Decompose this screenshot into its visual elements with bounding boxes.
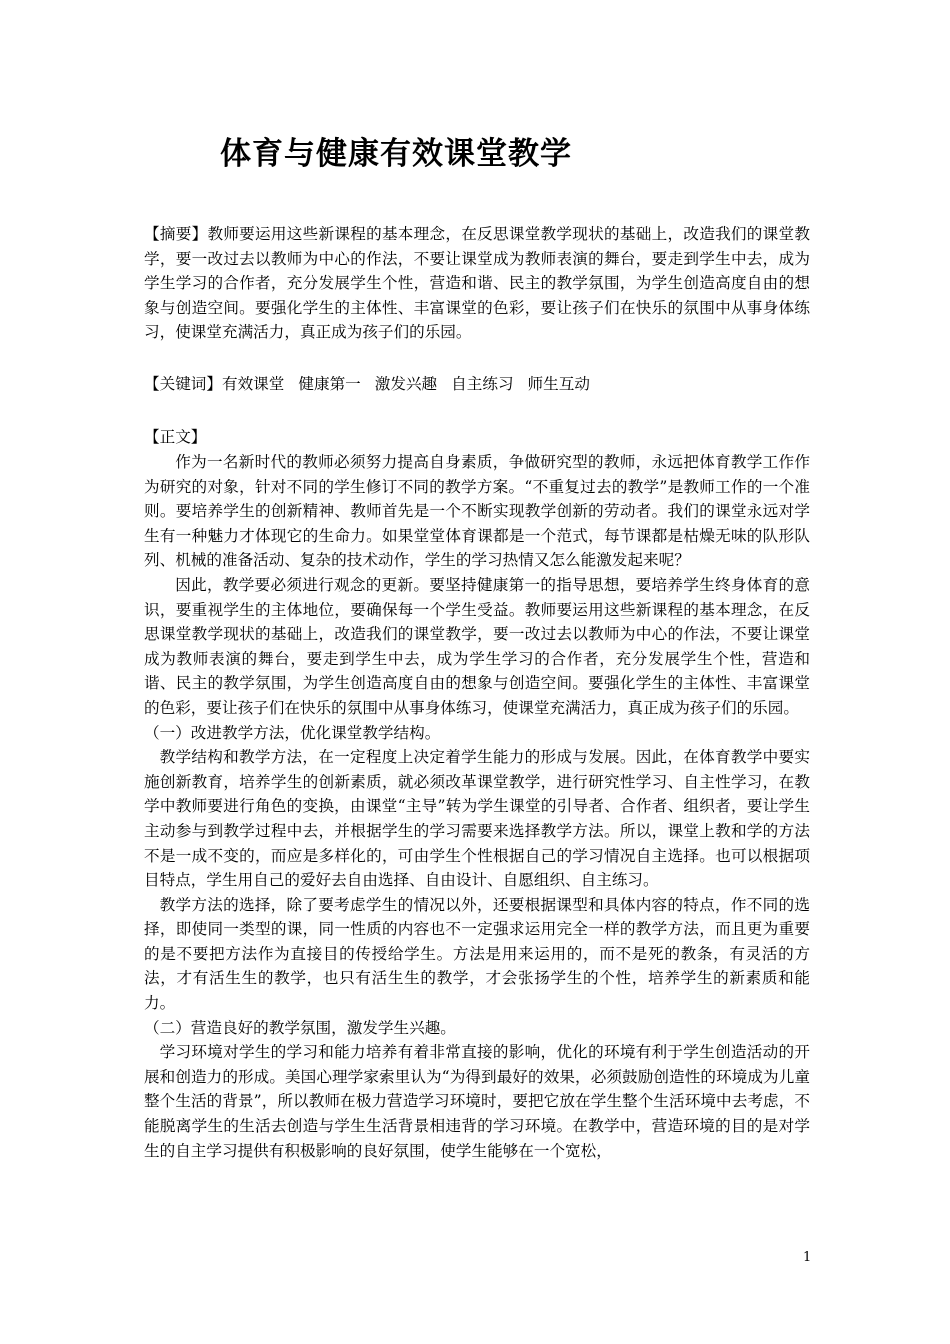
page-number: 1 [803,1250,812,1265]
document-title: 体育与健康有效课堂教学 [220,136,572,172]
keyword-item: 有效课堂 [221,375,285,393]
keywords-label: 【关键词】 [144,375,222,393]
abstract-block [144,222,810,345]
abstract-text: 教师要运用这些新课程的基本理念，在反思课堂教学现状的基础上，改造我们的课堂教学，要一改过去以教师为中心的作法，不要让课堂成为教师表演的舞台，要走到学生中去，成为学生学习的合作者，充分发展学生个性，营造和谐、民主的教学氛围，为学生创造高度自由的想象与创造空间。要强化学生的主体性、丰富课堂的色彩，要让孩子们在快乐的氛围中从事身体练习，使课堂充满活力，真正成为孩子们的乐园。 [144,225,810,342]
keyword-item: 健康第一 [298,375,361,393]
keywords-block [144,372,810,397]
abstract-label: 【摘要】 [144,225,208,243]
body-paragraph: 教学结构和教学方法，在一定程度上决定着学生能力的形成与发展。因此，在体育教学中要实施创新教育，培养学生的创新素质，就必须改革课堂教学，进行研究性学习、自主性学习，在教学中教师要进行角色的变换，由课堂“主导”转为学生课堂的引导者、合作者、组织者，要让学生主动参与到教学过程中去，并根据学生的学习需要来选择教学方法。所以，课堂上教和学的方法不是一成不变的，而应是多样化的，可由学生个性根据自己的学习情况自主选择。也可以根据项目特点，学生用自己的爱好去自由选择、自由设计、自愿组织、自主练习。 [144,748,810,890]
keyword-item: 自主练习 [451,375,514,393]
section-heading: （一）改进教学方法，优化课堂教学结构。 [144,723,441,742]
body-label: 【正文】 [144,428,207,446]
keyword-item: 激发兴趣 [374,375,438,393]
section-heading: （二）营造良好的教学氛围，激发学生兴趣。 [144,1018,456,1037]
body-content [144,450,810,1163]
body-paragraph: 学习环境对学生的学习和能力培养有着非常直接的影响，优化的环境有利于学生创造活动的开展和创造力的形成。美国心理学家索里认为“为得到最好的效果，必须鼓励创造性的环境成为儿童整个生活的背景”，所以教师在极力营造学习环境时，要把它放在学生整个生活环境中去考虑，不能脱离学生的生活去创造与学生生活背景相违背的学习环境。在教学中，营造环境的目的是对学生的自主学习提供有积极影响的良好氛围，使学生能够在一个宽松， [144,1043,810,1160]
body-paragraph: 作为一名新时代的教师必须努力提高自身素质，争做研究型的教师，永远把体育教学工作作为研究的对象，针对不同的学生修订不同的教学方案。“不重复过去的教学”是教师工作的一个准则。要培养学生的创新精神、教师首先是一个不断实现教学创新的劳动者。我们的课堂永远对学生有一种魅力才体现它的生命力。如果堂堂体育课都是一个范式，每节课都是枯燥无味的队形队列、机械的准备活动、复杂的技术动作，学生的学习热情又怎么能激发起来呢？ [144,453,810,570]
body-paragraph: 因此，教学要必须进行观念的更新。要坚持健康第一的指导思想，要培养学生终身体育的意识，要重视学生的主体地位，要确保每一个学生受益。教师要运用这些新课程的基本理念，在反思课堂教学现状的基础上，改造我们的课堂教学，要一改过去以教师为中心的作法，不要让课堂成为教师表演的舞台，要走到学生中去，成为学生学习的合作者，充分发展学生个性，营造和谐、民主的教学氛围，为学生创造高度自由的想象与创造空间。要强化学生的主体性、丰富课堂的色彩，要让孩子们在快乐的氛围中从事身体练习，使课堂充满活力，真正成为孩子们的乐园。 [144,575,810,717]
keyword-item: 师生互动 [527,375,590,393]
body-paragraph: 教学方法的选择，除了要考虑学生的情况以外，还要根据课型和具体内容的特点，作不同的选择，即使同一类型的课，同一性质的内容也不一定强求运用完全一样的教学方法，而且更为重要的是不要把方法作为直接目的传授给学生。方法是用来运用的，而不是死的教条，有灵活的方法，才有活生生的教学，也只有活生生的教学，才会张扬学生的个性，培养学生的新素质和能力。 [144,895,810,1013]
